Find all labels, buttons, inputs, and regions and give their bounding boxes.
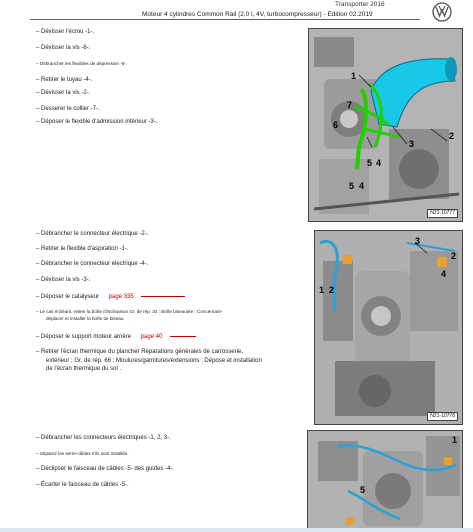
callout-2: 2 [329,285,335,295]
step-unclip-harness: – Déclipser le faisceau de câbles -5- des guides -4-. [36,466,175,472]
step-unscrew-bolt-6: – Dévisser la vis -6-. [36,45,91,51]
document-series: Transporter 2016 [335,1,385,8]
step-remove-tilt-box: – Le cas échéant, retirer la boîte d'inclinaison Gr. de rép. 34 ; Boîte biseautée ; Concernant- [36,309,223,314]
step-disconnect-vacuum-hoses: – Débrancher les flexibles de dépression -5-. [36,61,128,66]
callout-3: 3 [415,236,421,246]
engine-support-link-underline [170,336,196,337]
step-loosen-nut: – Dévisser l'écrou -1-. [36,29,95,35]
catalyst-link-underline [141,296,185,297]
step-remove-heat-shield-cont1: extérieur ; Gr. de rép. 66 ; Moulures/garnitures/extensions ; Dépose et installation [46,358,262,364]
callout-5: 5 [367,158,373,168]
step-separate-cable-ties: – Séparez les serre-câbles s'ils sont installés. [36,451,129,456]
callout-2b: 2 [451,251,457,261]
step-remove-tilt-box-cont: déplacer et installer la boîte de biseau. [46,316,125,321]
step-loosen-clamp: – Desserer le collier -7-. [36,106,100,112]
engine-illustration-3 [308,431,462,531]
callout-1: 1 [319,285,325,295]
step-move-harness: – Écarter le faisceau de câbles -5-. [36,482,129,488]
engine-illustration-1 [309,29,462,221]
callout-4: 4 [376,158,382,168]
step-disconnect-connector-2: – Débrancher le connecteur électrique -2-. [36,231,149,237]
figure-intake-hose [308,28,463,222]
header-divider [30,19,420,20]
vw-logo-icon [432,2,452,22]
figure-cable-harness [307,430,463,532]
figure-id-label: N21-10777 [427,209,458,218]
callout-4b: 4 [359,181,365,191]
catalyst-text: – Déposer le catalyseur [36,294,100,300]
engine-illustration-2 [315,231,462,424]
figure-suction-hose [314,230,463,425]
callout-5: 5 [360,485,366,495]
step-remove-pipe: – Retirer le tuyau -4-. [36,77,93,83]
callout-4: 4 [441,269,447,279]
step-disconnect-connector-4: – Débrancher le connecteur électrique -4-. [36,261,149,267]
callout-5b: 5 [349,181,355,191]
callout-7: 7 [347,100,353,110]
engine-support-page-link[interactable]: page 40 [140,334,163,340]
step-remove-engine-support [36,333,196,341]
callout-3: 3 [409,139,415,149]
step-remove-suction-hose: – Retirer le flexible d'aspiration -1-. [36,246,129,252]
viewer-bottom-strip [0,528,473,532]
callout-6: 6 [333,120,339,130]
step-remove-catalyst [36,293,185,301]
step-remove-heat-shield: – Retirer l'écran thermique du plancher Réparations générales de carrosserie, [36,349,243,355]
step-unscrew-bolt-2: – Dévisser la vis -2-. [36,90,91,96]
callout-1: 1 [452,435,458,445]
callout-1: 1 [351,71,357,81]
catalyst-page-link[interactable]: page 335 [108,294,134,300]
engine-support-text: – Déposer le support moteur arrière [36,334,132,340]
callout-2: 2 [449,131,455,141]
step-unscrew-bolt-3: – Dévisser la vis -3-. [36,277,91,283]
step-remove-heat-shield-cont2: de l'écran thermique du sol . [46,366,122,372]
figure-id-label: N21-10778 [427,412,458,421]
document-title: Moteur 4 cylindres Common Rail (2,0 l, 4V, turbocompresseur) - Edition 02.2019 [142,11,373,18]
step-remove-intake-hose: – Déposer le flexible d'admission inférieur -3-. [36,119,158,125]
step-disconnect-connectors-1-2-3: – Débrancher les connecteurs électriques -1, 2, 3-. [36,435,171,441]
